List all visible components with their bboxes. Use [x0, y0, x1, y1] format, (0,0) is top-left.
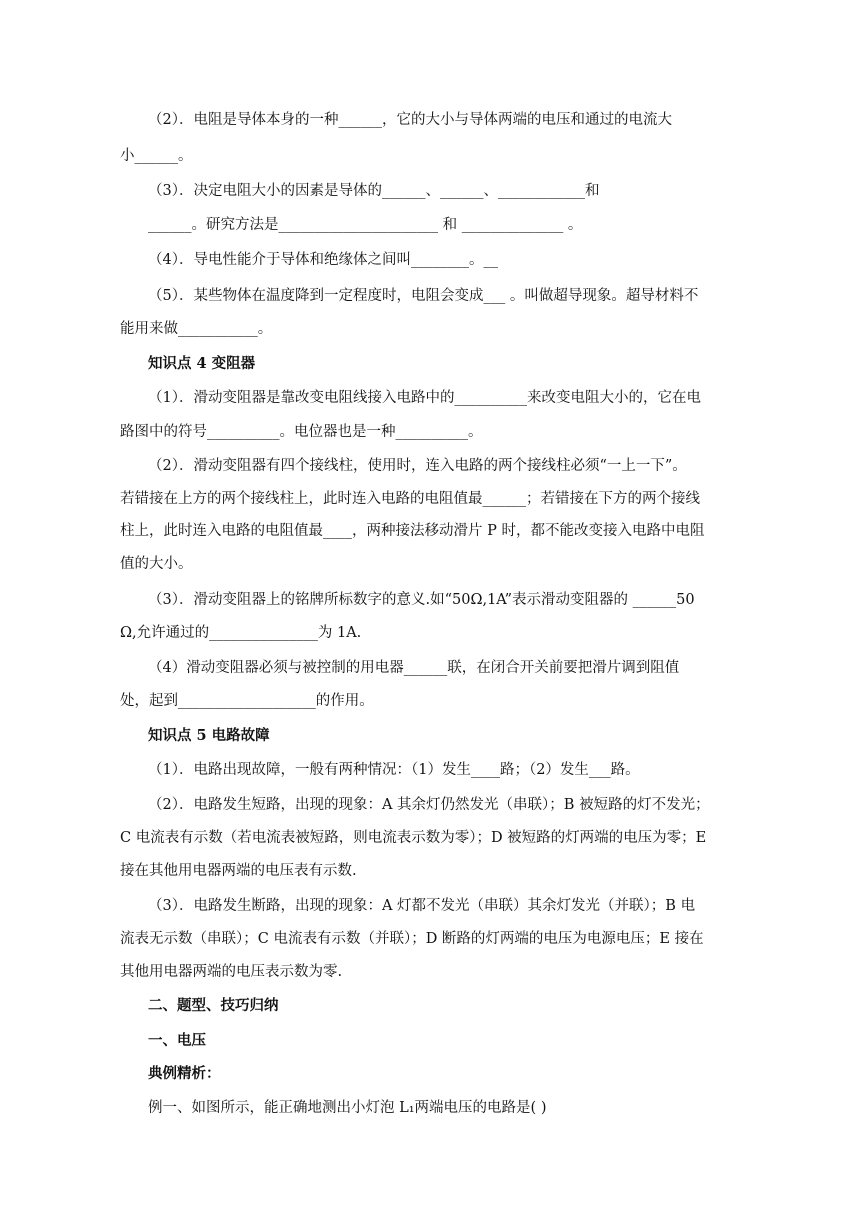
text-line: 处，起到___________________的作用。 — [120, 693, 374, 709]
text-line: （3）．电路发生断路，出现的现象：A 灯都不发光（串联）其余灯发光（并联）；B 电 — [148, 898, 696, 914]
text-line: 其他用电器两端的电压表示数为零. — [120, 964, 343, 980]
text-line: （3）．决定电阻大小的因素是导体的______、______、____________和 — [148, 183, 600, 199]
section-heading: 知识点 5 电路故障 — [148, 727, 270, 744]
text-line: 柱上，此时连入电路的电阻值最____，两种接法移动滑片 P 时，都不能改变接入电路中电阻 — [120, 523, 705, 539]
text-line: Ω,允许通过的_______________为 1A. — [120, 625, 362, 641]
text-line: 流表无示数（串联）；C 电流表有示数（并联）；D 断路的灯两端的电压为电源电压；E 接在 — [120, 931, 704, 947]
text-line: 值的大小。 — [120, 556, 193, 572]
section-heading: 一、电压 — [148, 1032, 206, 1049]
text-line: 接在其他用电器两端的电压表有示数. — [120, 863, 357, 879]
text-line: （4）滑动变阻器必须与被控制的用电器______联，在闭合开关前要把滑片调到阻值 — [148, 660, 680, 676]
text-line: （5）．某些物体在温度降到一定程度时，电阻会变成___ 。叫做超导现象。超导材料不 — [148, 288, 699, 304]
text-line: （1）．滑动变阻器是靠改变电阻线接入电路中的__________来改变电阻大小的，它在电 — [148, 390, 701, 406]
section-heading: 知识点 4 变阻器 — [148, 355, 256, 372]
text-line: （1）．电路出现故障，一般有两种情况：（1）发生____路；（2）发生___路。 — [148, 762, 640, 778]
section-heading: 二、题型、技巧归纳 — [148, 997, 279, 1014]
section-heading: 典例精析： — [148, 1065, 221, 1082]
text-line: （2）．电路发生短路，出现的现象：A 其余灯仍然发光（串联）；B 被短路的灯不发光； — [148, 797, 710, 813]
text-line: （3）．滑动变阻器上的铭牌所标数字的意义.如“50Ω,1A”表示滑动变阻器的 ______50 — [148, 592, 695, 608]
text-line: 能用来做___________。 — [120, 321, 273, 337]
text-line: 路图中的符号__________。电位器也是一种__________。 — [120, 424, 483, 440]
text-line: （2）．电阻是导体本身的一种______，它的大小与导体两端的电压和通过的电流大 — [148, 112, 672, 128]
text-line: （2）．滑动变阻器有四个接线柱，使用时，连入电路的两个接线柱必须“一上一下”。 — [148, 458, 687, 474]
text-line: 小______。 — [120, 148, 193, 164]
text-line: C 电流表有示数（若电流表被短路，则电流表示数为零）；D 被短路的灯两端的电压为零；E — [120, 830, 707, 846]
text-line: 若错接在上方的两个接线柱上，此时连入电路的电阻值最______；若错接在下方的两个接线 — [120, 491, 700, 507]
text-line: 例一、如图所示，能正确地测出小灯泡 L₁两端电压的电路是( ) — [148, 1100, 547, 1116]
text-line: ______。研究方法是______________________ 和 ______________ 。 — [148, 217, 583, 233]
text-line: （4）．导电性能介于导体和绝缘体之间叫________。__ — [148, 252, 498, 268]
